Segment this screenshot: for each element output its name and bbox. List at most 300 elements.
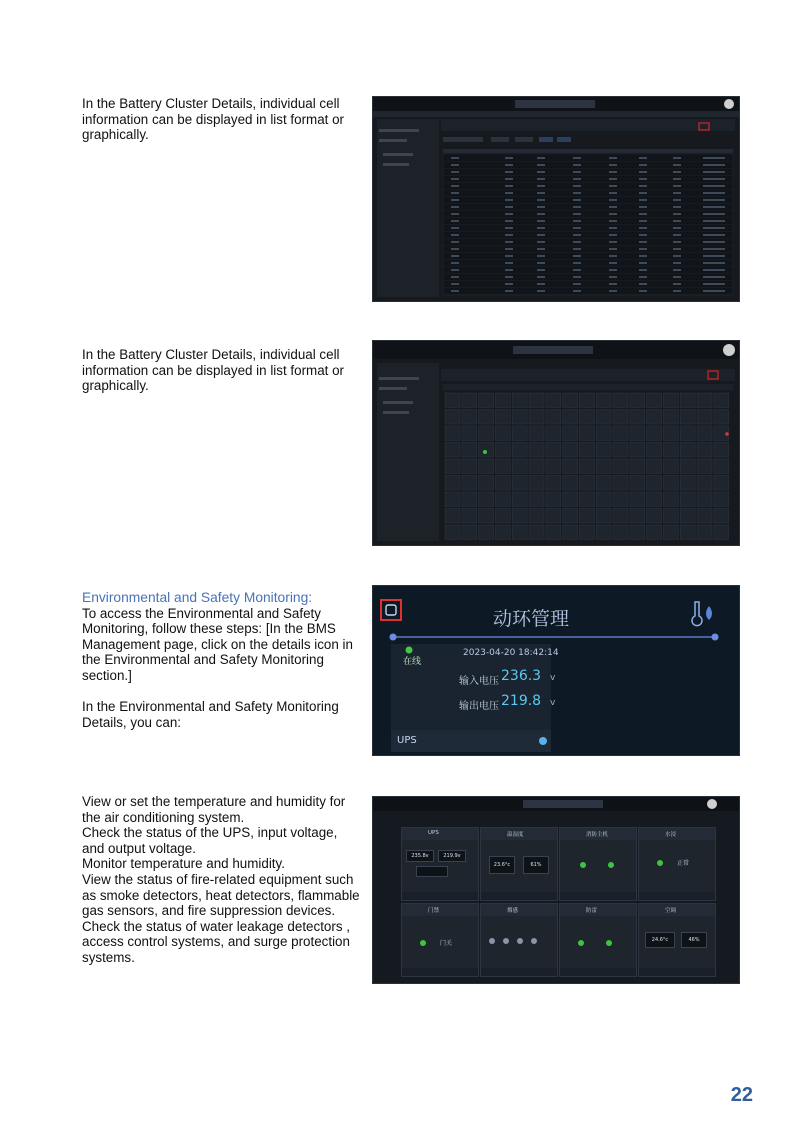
paragraph-1-text: In the Battery Cluster Details, individual cell information can be displayed in list format or graphically. [82, 96, 344, 143]
battery-cell [613, 509, 628, 524]
table-cell [639, 206, 647, 208]
battery-cell [613, 426, 628, 441]
table-cell [609, 227, 617, 229]
table-cell [639, 185, 647, 187]
table-cell [639, 171, 647, 173]
table-cell [537, 241, 545, 243]
table-cell [639, 220, 647, 222]
table-cell [451, 290, 459, 292]
battery-cluster-list-screenshot [372, 96, 740, 302]
input-voltage-value: 236.3 [501, 668, 542, 684]
table-cell [505, 283, 513, 285]
table-cell [573, 227, 581, 229]
battery-cell [495, 410, 510, 425]
table-cell [703, 199, 725, 201]
battery-cell [680, 443, 695, 458]
battery-cell [663, 476, 678, 491]
battery-cell [579, 443, 594, 458]
battery-cell [630, 443, 645, 458]
table-cell [537, 192, 545, 194]
battery-cell [546, 476, 561, 491]
table-cell [703, 248, 725, 250]
battery-cell [546, 443, 561, 458]
table-cell [609, 283, 617, 285]
battery-cell [714, 492, 729, 507]
table-cell [609, 171, 617, 173]
ups-input-box: 235.8v [406, 850, 434, 862]
table-cell [639, 248, 647, 250]
table-cell [537, 164, 545, 166]
battery-cell [596, 443, 611, 458]
table-cell [573, 164, 581, 166]
battery-cell [546, 393, 561, 408]
table-cell [573, 178, 581, 180]
ups-status: 在线 [403, 657, 422, 667]
env-details-intro: In the Environmental and Safety Monitoring Details, you can: [82, 699, 339, 730]
table-cell [673, 171, 681, 173]
table-cell [505, 262, 513, 264]
table-cell [673, 213, 681, 215]
battery-cell [630, 492, 645, 507]
table-cell [703, 157, 725, 159]
battery-cell [680, 393, 695, 408]
battery-cell [462, 509, 477, 524]
battery-cell [630, 525, 645, 540]
table-cell [537, 213, 545, 215]
table-cell [505, 192, 513, 194]
graphic-view-graphic [373, 341, 739, 545]
battery-cell [495, 492, 510, 507]
battery-cell [613, 525, 628, 540]
battery-cell [512, 443, 527, 458]
table-cell [639, 269, 647, 271]
battery-cell [546, 426, 561, 441]
card-footer [402, 892, 478, 900]
table-cell [573, 199, 581, 201]
battery-cell [445, 393, 460, 408]
table-cell [573, 248, 581, 250]
table-cell [505, 248, 513, 250]
battery-cell [445, 426, 460, 441]
table-cell [537, 290, 545, 292]
table-cell [639, 192, 647, 194]
table-cell [639, 262, 647, 264]
card-header [481, 828, 557, 840]
battery-cell [529, 509, 544, 524]
battery-cell [546, 509, 561, 524]
table-cell [673, 192, 681, 194]
card-header [402, 828, 478, 840]
battery-cell [596, 393, 611, 408]
battery-cell [495, 426, 510, 441]
ac-temp-box: 24.6°c [645, 932, 675, 948]
battery-cell [546, 410, 561, 425]
battery-cell [529, 393, 544, 408]
table-cell [609, 255, 617, 257]
alarm-dot [725, 432, 729, 436]
table-cell [639, 276, 647, 278]
table-cell [703, 164, 725, 166]
battery-cell [630, 426, 645, 441]
battery-cell [647, 525, 662, 540]
card-title: 消防主机 [586, 832, 609, 838]
avatar [707, 799, 717, 809]
monitor-card[interactable] [559, 903, 637, 977]
monitor-card[interactable] [401, 903, 479, 977]
table-cell [609, 199, 617, 201]
ups-output-box: 219.9v [438, 850, 466, 862]
table-cell [451, 178, 459, 180]
battery-cell [714, 476, 729, 491]
input-voltage-label: 输入电压 [459, 676, 499, 687]
battery-cell [479, 443, 494, 458]
table-cell [505, 276, 513, 278]
battery-cell [512, 459, 527, 474]
table-cell [609, 248, 617, 250]
table-cell [673, 248, 681, 250]
table-cell [703, 283, 725, 285]
table-cell [451, 255, 459, 257]
table-cell [505, 241, 513, 243]
table-cell [573, 283, 581, 285]
battery-cell [697, 509, 712, 524]
table-cell [451, 213, 459, 215]
battery-cell [680, 525, 695, 540]
battery-cell [529, 443, 544, 458]
input-voltage-unit: v [550, 673, 556, 683]
table-cell [451, 276, 459, 278]
table-cell [703, 185, 725, 187]
monitor-card[interactable] [638, 827, 716, 901]
battery-cell [479, 459, 494, 474]
battery-cell [697, 410, 712, 425]
temp-box: 23.6°c [489, 856, 515, 874]
table-cell [505, 227, 513, 229]
table-cell [505, 290, 513, 292]
battery-cell [529, 525, 544, 540]
battery-cell [613, 410, 628, 425]
table-cell [505, 255, 513, 257]
table-cell [609, 276, 617, 278]
battery-cell [663, 410, 678, 425]
table-cell [673, 269, 681, 271]
battery-cell [462, 410, 477, 425]
table-cell [703, 192, 725, 194]
table-cell [673, 206, 681, 208]
battery-cell [546, 492, 561, 507]
battery-cell [479, 393, 494, 408]
table-cell [537, 227, 545, 229]
battery-cell [445, 476, 460, 491]
battery-cell [512, 410, 527, 425]
table-cell [609, 157, 617, 159]
door-status: 门关 [440, 940, 453, 947]
table-cell [537, 269, 545, 271]
table-cell [673, 199, 681, 201]
table-cell [673, 164, 681, 166]
battery-cell [579, 476, 594, 491]
card-footer [481, 892, 557, 900]
env-monitoring-screenshot [372, 585, 740, 756]
battery-cell [479, 492, 494, 507]
table-cell [537, 206, 545, 208]
env-cards-screenshot [372, 796, 740, 984]
battery-cell [697, 426, 712, 441]
table-cell [639, 255, 647, 257]
table-cell [573, 192, 581, 194]
battery-cell [596, 426, 611, 441]
battery-cell [613, 492, 628, 507]
battery-cell [697, 525, 712, 540]
battery-cell [512, 476, 527, 491]
battery-cell [663, 443, 678, 458]
table-cell [451, 248, 459, 250]
env-heading: Environmental and Safety Monitoring: [82, 590, 313, 605]
battery-cell [495, 509, 510, 524]
table-cell [505, 185, 513, 187]
smoke-dot [531, 938, 537, 944]
battery-cell [663, 426, 678, 441]
battery-cell [680, 410, 695, 425]
battery-cluster-graphic-screenshot [372, 340, 740, 546]
table-cell [451, 227, 459, 229]
battery-cell [647, 443, 662, 458]
battery-cell [479, 509, 494, 524]
battery-cell [462, 459, 477, 474]
battery-cell [647, 426, 662, 441]
env-instructions: To access the Environmental and Safety Monitoring, follow these steps: [In the BMS Management page, click on the details icon in the Environmental and Safety Monitoring section.] [82, 605, 353, 683]
ups-status-box [416, 866, 448, 877]
battery-cell [495, 393, 510, 408]
table-cell [451, 262, 459, 264]
table-cell [451, 234, 459, 236]
table-cell [573, 234, 581, 236]
table-cell [673, 255, 681, 257]
battery-cell [529, 426, 544, 441]
battery-cell [697, 443, 712, 458]
battery-cell [714, 525, 729, 540]
table-cell [609, 192, 617, 194]
table-cell [639, 234, 647, 236]
battery-cell [647, 459, 662, 474]
battery-cell [647, 492, 662, 507]
battery-cell [680, 492, 695, 507]
table-cell [609, 213, 617, 215]
battery-cell [680, 426, 695, 441]
battery-cell [529, 410, 544, 425]
battery-cell [630, 410, 645, 425]
table-cell [673, 178, 681, 180]
battery-cell [445, 492, 460, 507]
battery-cell [647, 476, 662, 491]
table-cell [505, 234, 513, 236]
battery-cell [663, 393, 678, 408]
table-cell [573, 206, 581, 208]
table-cell [703, 241, 725, 243]
battery-cell [630, 509, 645, 524]
battery-cell [512, 492, 527, 507]
battery-cell [546, 459, 561, 474]
card-title: 水浸 [665, 832, 677, 838]
card-footer [481, 968, 557, 976]
table-cell [639, 227, 647, 229]
battery-cell [647, 393, 662, 408]
capability-temp: Monitor temperature and humidity. [82, 856, 285, 872]
battery-cell [630, 393, 645, 408]
water-dot [657, 860, 663, 866]
battery-cell [647, 410, 662, 425]
card-footer [560, 892, 636, 900]
card-header [402, 904, 478, 916]
card-header [639, 828, 715, 840]
smoke-dot [503, 938, 509, 944]
table-cell [609, 290, 617, 292]
capability-fire: View the status of fire-related equipment such as smoke detectors, heat detectors, flammable gas sensors, and fire suppression devices. [82, 871, 360, 919]
table-cell [609, 185, 617, 187]
battery-cell [697, 459, 712, 474]
smoke-dot [517, 938, 523, 944]
monitor-card[interactable] [480, 903, 558, 977]
card-footer [560, 968, 636, 976]
paragraph-2 [82, 347, 362, 394]
table-cell [537, 220, 545, 222]
table-cell [537, 199, 545, 201]
table-cell [573, 276, 581, 278]
battery-cell [495, 525, 510, 540]
table-cell [639, 213, 647, 215]
battery-cell [596, 410, 611, 425]
table-cell [451, 157, 459, 159]
battery-cell [714, 459, 729, 474]
table-cell [639, 283, 647, 285]
ups-footer: UPS [397, 735, 417, 746]
battery-cell [462, 393, 477, 408]
table-cell [673, 220, 681, 222]
table-cell [537, 234, 545, 236]
table-cell [505, 269, 513, 271]
capabilities-list [82, 794, 362, 966]
battery-cell [680, 459, 695, 474]
fire-smoke-dot [580, 862, 586, 868]
battery-cell [714, 509, 729, 524]
card-title: 防雷 [586, 908, 598, 914]
table-cell [537, 255, 545, 257]
table-cell [703, 178, 725, 180]
table-cell [609, 206, 617, 208]
battery-cell [479, 426, 494, 441]
battery-cell [613, 393, 628, 408]
table-cell [639, 241, 647, 243]
battery-cell [563, 509, 578, 524]
env-section [82, 590, 362, 730]
battery-cell [563, 492, 578, 507]
battery-cell [663, 509, 678, 524]
table-cell [673, 241, 681, 243]
battery-cell [579, 393, 594, 408]
list-view-graphic [373, 97, 739, 301]
card-footer [639, 968, 715, 976]
card-title: UPS [428, 830, 439, 836]
table-cell [537, 171, 545, 173]
battery-cell [529, 476, 544, 491]
monitor-card[interactable] [638, 903, 716, 977]
output-voltage-value: 219.8 [501, 693, 542, 709]
battery-cell [697, 393, 712, 408]
battery-cell [479, 476, 494, 491]
table-cell [609, 262, 617, 264]
table-cell [573, 290, 581, 292]
table-cell [451, 269, 459, 271]
battery-cell [563, 426, 578, 441]
battery-cell [579, 459, 594, 474]
battery-cell [563, 393, 578, 408]
table-cell [639, 157, 647, 159]
battery-cell [445, 410, 460, 425]
table-cell [609, 234, 617, 236]
table-cell [703, 171, 725, 173]
card-footer [402, 968, 478, 976]
battery-cell [596, 509, 611, 524]
battery-cell [613, 476, 628, 491]
table-cell [673, 290, 681, 292]
surge-dot-2 [606, 940, 612, 946]
card-title: 门禁 [428, 908, 440, 914]
door-dot [420, 940, 426, 946]
status-dot [483, 450, 487, 454]
battery-cell [579, 509, 594, 524]
table-cell [673, 234, 681, 236]
battery-cell [445, 459, 460, 474]
table-cell [609, 164, 617, 166]
water-status: 正常 [677, 860, 690, 867]
table-cell [451, 185, 459, 187]
ac-humidity-box: 46% [681, 932, 707, 948]
battery-cell [697, 476, 712, 491]
battery-cell [613, 443, 628, 458]
table-cell [537, 157, 545, 159]
table-cell [451, 241, 459, 243]
table-cell [703, 276, 725, 278]
cards-title-box [523, 800, 603, 808]
battery-cell [647, 509, 662, 524]
table-cell [673, 262, 681, 264]
battery-cell [714, 410, 729, 425]
battery-cell [546, 525, 561, 540]
card-title: 温湿度 [507, 832, 524, 838]
table-cell [573, 269, 581, 271]
battery-cell [596, 492, 611, 507]
battery-cell [462, 426, 477, 441]
card-header [481, 904, 557, 916]
table-cell [703, 262, 725, 264]
monitor-card[interactable] [480, 827, 558, 901]
table-cell [451, 220, 459, 222]
table-cell [609, 269, 617, 271]
battery-cell [663, 459, 678, 474]
table-cell [451, 192, 459, 194]
smoke-dot [489, 938, 495, 944]
battery-cell [529, 492, 544, 507]
battery-cell [714, 393, 729, 408]
battery-cell [563, 410, 578, 425]
table-cell [537, 276, 545, 278]
card-header [639, 904, 715, 916]
monitor-card[interactable] [559, 827, 637, 901]
monitor-card[interactable] [401, 827, 479, 901]
battery-cell [563, 443, 578, 458]
battery-cell [479, 410, 494, 425]
battery-cell [596, 476, 611, 491]
